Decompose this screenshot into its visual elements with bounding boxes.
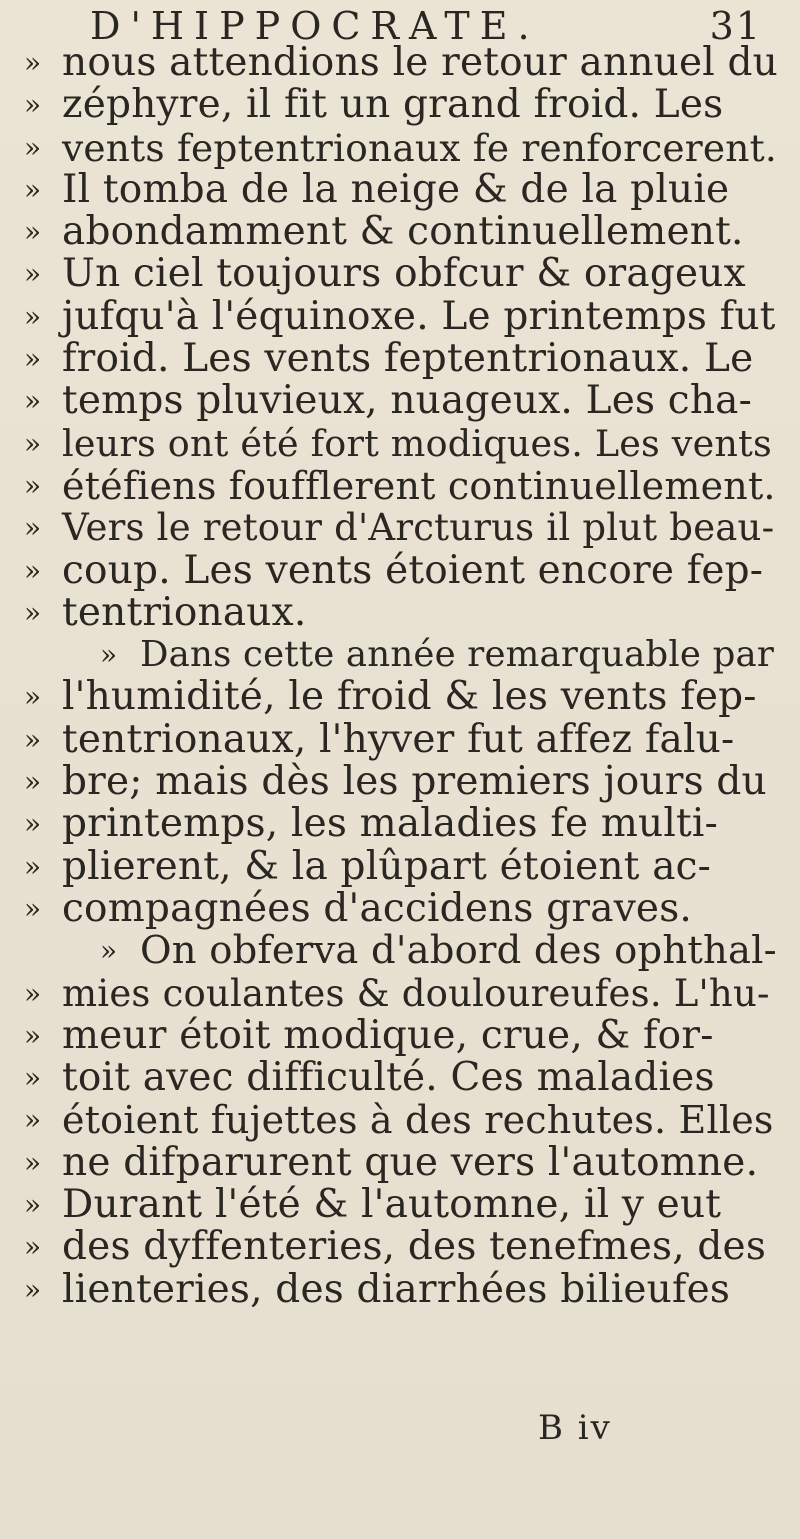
line-text: vents feptentrionaux fe renforcerent. xyxy=(62,125,778,170)
line-text: leurs ont été fort modiques. Les vents xyxy=(62,421,772,465)
quotation-mark: » xyxy=(24,511,42,545)
text-line xyxy=(0,1057,800,1099)
running-title: D'HIPPOCRATE. xyxy=(90,4,540,48)
text-line xyxy=(0,253,800,295)
quotation-mark: » xyxy=(24,553,42,587)
line-text: mies coulantes & douloureufes. L'hu- xyxy=(62,971,770,1015)
text-line xyxy=(0,1099,800,1141)
quotation-mark: » xyxy=(24,88,42,122)
quotation-mark: » xyxy=(24,765,42,799)
quotation-mark: » xyxy=(24,891,42,925)
text-line xyxy=(0,380,800,422)
line-text: abondamment & continuellement. xyxy=(62,209,744,255)
line-text: temps pluvieux, nuageux. Les cha- xyxy=(62,378,752,424)
quotation-mark: » xyxy=(24,1272,42,1306)
text-line xyxy=(0,716,800,762)
quotation-mark: » xyxy=(24,215,42,249)
text-line xyxy=(0,465,800,507)
text-line xyxy=(0,423,800,465)
line-text: meur étoit modique, crue, & for- xyxy=(62,1012,714,1058)
text-line xyxy=(0,211,800,253)
quotation-mark: » xyxy=(24,299,42,333)
text-line xyxy=(0,127,800,169)
text-line xyxy=(0,761,800,803)
quotation-mark: » xyxy=(24,1230,42,1264)
line-text: zéphyre, il fit un grand froid. Les xyxy=(62,82,724,128)
line-text: tentrionaux. xyxy=(62,589,307,635)
text-line xyxy=(0,1012,800,1058)
quotation-mark: » xyxy=(24,1188,42,1222)
line-text: froid. Les vents feptentrionaux. Le xyxy=(62,336,754,382)
quotation-mark: » xyxy=(24,722,42,756)
line-text: bre; mais dès les premiers jours du xyxy=(62,759,767,805)
line-text: compagnées d'accidens graves. xyxy=(62,885,693,931)
text-line xyxy=(0,166,800,212)
text-line xyxy=(0,885,800,931)
line-text: l'humidité, le froid & les vents fep- xyxy=(62,674,757,720)
text-line xyxy=(0,634,800,676)
line-text: ne difparurent que vers l'automne. xyxy=(62,1139,759,1185)
quotation-mark: » xyxy=(24,342,42,376)
line-text: plierent, & la plûpart étoient ac- xyxy=(62,843,712,889)
line-text: coup. Les vents étoient encore fep- xyxy=(62,547,764,593)
line-text: On obferva d'abord des ophthal- xyxy=(140,928,777,974)
quotation-mark: » xyxy=(24,257,42,291)
line-text: étéfiens foufflerent continuellement. xyxy=(62,463,776,508)
line-text: Vers le retour d'Arcturus il plut beau- xyxy=(62,506,775,550)
quotation-mark: » xyxy=(24,172,42,206)
quotation-mark: » xyxy=(24,384,42,418)
text-line xyxy=(0,42,800,84)
line-text: Un ciel toujours obfcur & orageux xyxy=(62,251,746,297)
quotation-mark: » xyxy=(24,130,42,164)
text-line xyxy=(0,930,800,972)
quotation-mark: » xyxy=(24,1061,42,1095)
quotation-mark: » xyxy=(24,595,42,629)
text-line xyxy=(0,589,800,635)
quotation-mark: » xyxy=(24,849,42,883)
quotation-mark: » xyxy=(100,638,118,672)
quotation-mark: » xyxy=(24,807,42,841)
line-text: des dyffenteries, des tenefmes, des xyxy=(62,1224,767,1270)
line-text: printemps, les maladies fe multi- xyxy=(62,801,718,847)
quotation-mark: » xyxy=(24,1103,42,1137)
text-line xyxy=(0,293,800,339)
text-line xyxy=(0,973,800,1015)
text-line xyxy=(0,1226,800,1268)
signature-mark: B iv xyxy=(538,1408,612,1448)
line-text: toit avec difficulté. Ces maladies xyxy=(62,1055,715,1101)
body-text xyxy=(0,42,800,1311)
text-line xyxy=(0,843,800,889)
page-number: 31 xyxy=(709,4,762,48)
text-line xyxy=(0,1139,800,1185)
line-text: tentrionaux, l'hyver fut affez falu- xyxy=(62,716,735,762)
text-line xyxy=(0,803,800,845)
line-text: Dans cette année remarquable par xyxy=(140,634,775,676)
text-line xyxy=(0,84,800,126)
quotation-mark: » xyxy=(24,976,42,1010)
line-text: étoient fujettes à des rechutes. Elles xyxy=(62,1098,774,1143)
text-line xyxy=(0,338,800,380)
line-text: Durant l'été & l'automne, il y eut xyxy=(62,1182,722,1228)
line-text: lienteries, des diarrhées bilieufes xyxy=(62,1266,731,1312)
line-text: nous attendions le retour annuel du xyxy=(62,40,778,85)
quotation-mark: » xyxy=(24,46,42,79)
text-line xyxy=(0,676,800,718)
text-line xyxy=(0,1266,800,1312)
quotation-mark: » xyxy=(24,468,42,502)
quotation-mark: » xyxy=(24,1145,42,1179)
quotation-mark: » xyxy=(24,1018,42,1052)
quotation-mark: » xyxy=(100,934,118,968)
text-line xyxy=(0,1184,800,1226)
quotation-mark: » xyxy=(24,680,42,714)
line-text: jufqu'à l'équinoxe. Le printemps fut xyxy=(62,293,776,339)
text-line xyxy=(0,507,800,549)
line-text: Il tomba de la neige & de la pluie xyxy=(62,166,730,212)
quotation-mark: » xyxy=(24,426,42,460)
text-line xyxy=(0,547,800,593)
